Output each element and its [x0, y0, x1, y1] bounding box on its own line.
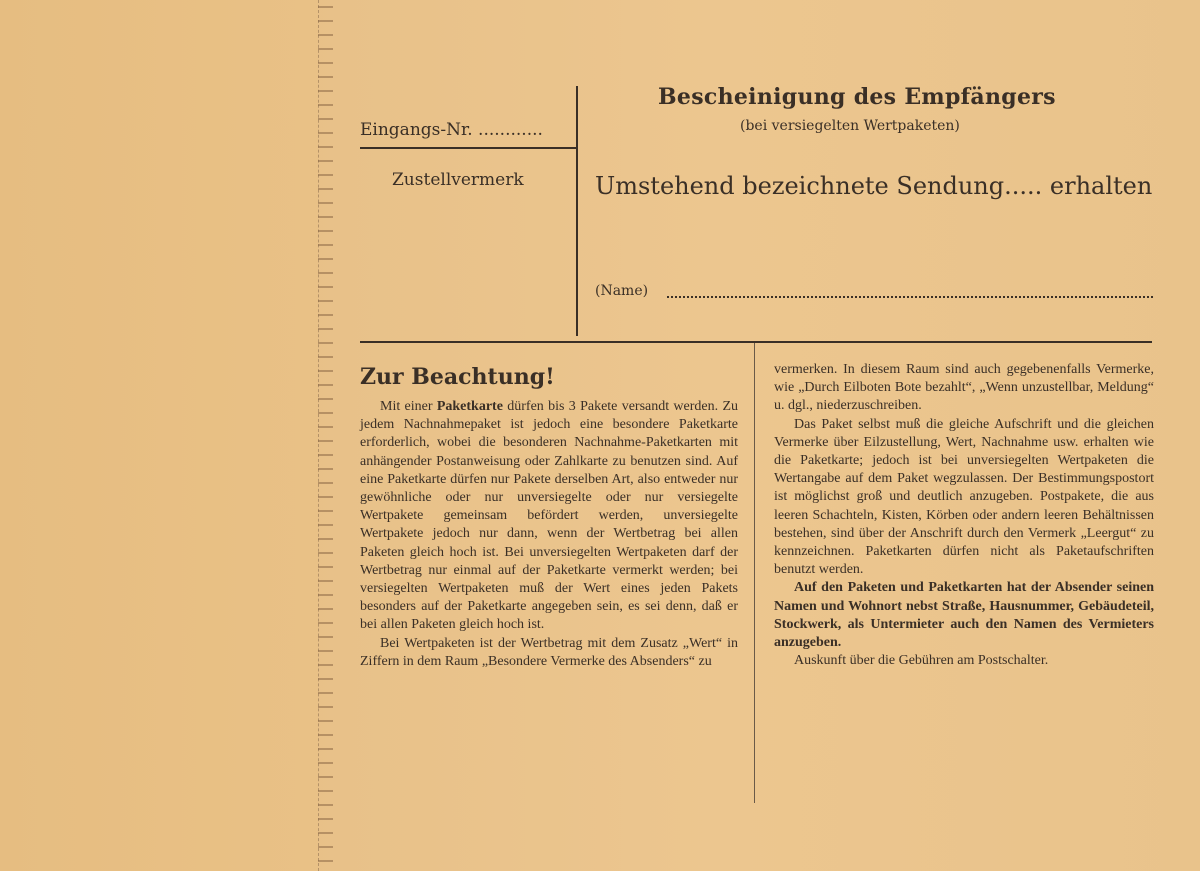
- section-horizontal-divider: [360, 341, 1152, 343]
- header-vertical-divider: [576, 86, 578, 336]
- para1-post: dürfen bis 3 Pakete versandt werden. Zu jedem Nachnahmepaket ist jedoch eine besondere Paketkarte erforderlich, wobei die besonderen Nachnahme-Paketkarten mit anhängender Postanweisung oder Zahlkarte zu benutzen sind. Auf eine Paketkarte dürfen nur Pakete derselben Art, also entweder nur gewöhnliche oder nur unversiegelte oder nur versiegelte Wertpakete gemeinsam befördert werden, unversiegelte Wertpakete jedoch nur dann, wenn der Wertbetrag bei allen Paketen gleich hoch ist. Bei unversiegelten Wertpaketen darf der Wertbetrag nur einmal auf der Paketkarte vermerkt werden; bei versiegelten Wertpaketen muß der Wert eines jeden Pakets besonders auf der Paketkarte angegeben sein, es sei denn, daß er bei allen Paketen gleich hoch ist.: [360, 399, 738, 633]
- name-label: (Name): [595, 283, 649, 299]
- column-divider: [754, 343, 755, 803]
- left-blank-strip: [0, 0, 318, 871]
- eingang-underline: [360, 147, 576, 149]
- notice-left-para2: Bei Wertpaketen ist der Wertbetrag mit dem Zusatz „Wert“ in Ziffern in dem Raum „Besondere Vermerke des Absenders“ zu: [360, 635, 738, 669]
- perforation-line: [318, 0, 333, 871]
- notice-left-para1: [360, 398, 738, 635]
- eingang-label: Eingangs-Nr. ............: [360, 120, 543, 140]
- para1-bold: Paketkarte: [436, 399, 503, 414]
- notice-heading: Zur Beachtung!: [360, 364, 555, 390]
- receipt-statement: Umstehend bezeichnete Sendung..... erhalten: [595, 172, 1153, 200]
- certificate-title: Bescheinigung des Empfängers: [658, 84, 1056, 110]
- certificate-subtitle: (bei versiegelten Wertpaketen): [740, 118, 960, 134]
- notice-right-column: [774, 361, 1154, 670]
- notice-right-para2: Das Paket selbst muß die gleiche Aufschrift und die gleichen Vermerke über Eilzustellung, Wert, Nachnahme usw. erhalten wie die Paketkarte; jedoch ist bei unversiegelten Wertpaketen die Wertangabe auf dem Paket wegzulassen. Der Bestimmungspostort ist möglichst groß und deutlich anzugeben. Postpakete, die aus leeren Schachteln, Kisten, Körben oder andern leeren Behältnissen bestehen, sind über der Anschrift durch den Vermerk „Leergut“ zu kennzeichnen. Paketkarten dürfen nicht als Paketaufschriften benutzt werden.: [774, 416, 1154, 578]
- notice-left-column: [360, 398, 738, 671]
- name-signature-line[interactable]: [667, 288, 1153, 298]
- notice-right-para4: Auskunft über die Gebühren am Postschalter.: [794, 653, 1049, 669]
- notice-right-para3: Auf den Paketen und Paketkarten hat der Absender seinen Namen und Wohnort nebst Straße, Hausnummer, Gebäudeteil, Stockwerk, als Untermieter auch den Namen des Vermieters anzugeben.: [774, 580, 1154, 651]
- para1-pre: Mit einer: [380, 399, 437, 414]
- notice-right-para1: vermerken. In diesem Raum sind auch gegebenenfalls Vermerke, wie „Durch Eilboten Bote bezahlt“, „Wenn unzustellbar, Meldung“ u. dgl., niederzuschreiben.: [774, 362, 1154, 414]
- zustell-label: Zustellvermerk: [392, 170, 524, 190]
